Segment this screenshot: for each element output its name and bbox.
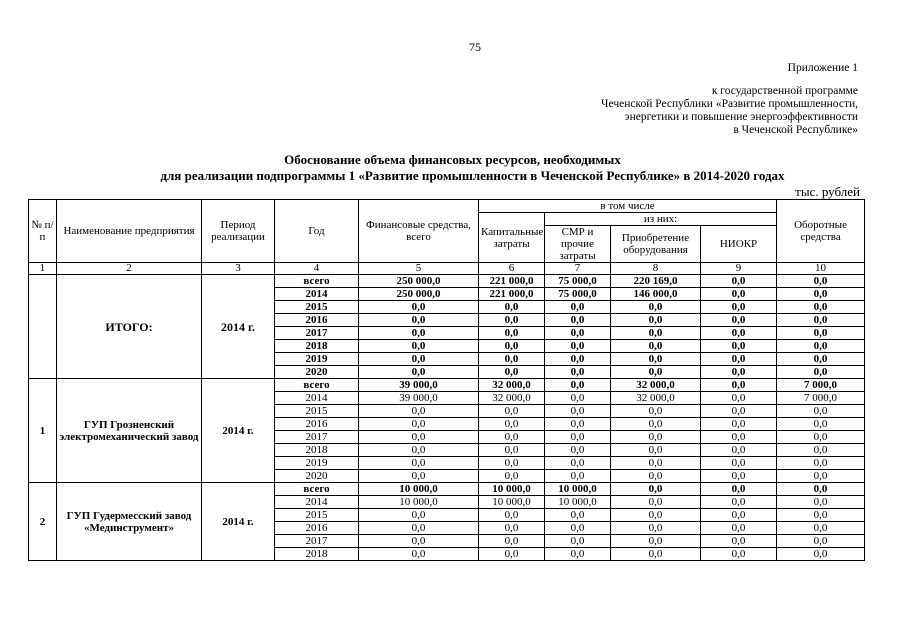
- appendix-title: Приложение 1: [787, 62, 858, 74]
- value-cell: 0,0: [359, 340, 479, 353]
- value-cell: 0,0: [611, 470, 701, 483]
- value-cell: 0,0: [611, 457, 701, 470]
- value-cell: 0,0: [359, 405, 479, 418]
- appendix-line: в Чеченской Республике»: [733, 124, 858, 136]
- value-cell: 0,0: [545, 457, 611, 470]
- value-cell: 0,0: [701, 353, 777, 366]
- period-cell: 2014 г.: [202, 275, 275, 379]
- value-cell: 0,0: [479, 457, 545, 470]
- value-cell: 250 000,0: [359, 288, 479, 301]
- value-cell: 0,0: [479, 444, 545, 457]
- value-cell: 0,0: [611, 509, 701, 522]
- value-cell: 0,0: [777, 470, 865, 483]
- value-cell: 0,0: [611, 314, 701, 327]
- year-cell: 2019: [275, 457, 359, 470]
- year-cell: 2017: [275, 535, 359, 548]
- value-cell: 0,0: [777, 509, 865, 522]
- appendix-line: энергетики и повышение энергоэффективности: [624, 111, 858, 123]
- value-cell: 0,0: [701, 522, 777, 535]
- units-label: тыс. рублей: [795, 184, 860, 199]
- value-cell: 0,0: [611, 405, 701, 418]
- row-number: [29, 275, 57, 379]
- value-cell: 32 000,0: [479, 392, 545, 405]
- col-number: 1: [29, 263, 57, 275]
- value-cell: 0,0: [777, 366, 865, 379]
- year-cell: 2016: [275, 314, 359, 327]
- value-cell: 0,0: [479, 353, 545, 366]
- value-cell: 0,0: [777, 314, 865, 327]
- value-cell: 39 000,0: [359, 379, 479, 392]
- col-number: 3: [202, 263, 275, 275]
- col-number: 2: [57, 263, 202, 275]
- value-cell: 32 000,0: [479, 379, 545, 392]
- col-number: 8: [611, 263, 701, 275]
- value-cell: 0,0: [777, 431, 865, 444]
- value-cell: 0,0: [701, 496, 777, 509]
- year-cell: 2018: [275, 548, 359, 561]
- col-number: 6: [479, 263, 545, 275]
- value-cell: 0,0: [545, 392, 611, 405]
- value-cell: 0,0: [545, 379, 611, 392]
- value-cell: 0,0: [479, 405, 545, 418]
- value-cell: 0,0: [359, 366, 479, 379]
- value-cell: 0,0: [359, 301, 479, 314]
- value-cell: 0,0: [701, 405, 777, 418]
- value-cell: 0,0: [545, 470, 611, 483]
- row-number: 1: [29, 379, 57, 483]
- header-name: Наименование предприятия: [57, 200, 202, 263]
- header-row: [29, 200, 865, 213]
- value-cell: 0,0: [479, 314, 545, 327]
- value-cell: 0,0: [701, 366, 777, 379]
- year-cell: 2020: [275, 470, 359, 483]
- value-cell: 0,0: [777, 405, 865, 418]
- value-cell: 0,0: [777, 327, 865, 340]
- value-cell: 0,0: [359, 444, 479, 457]
- header-capital: Капитальные затраты: [479, 213, 545, 263]
- value-cell: 0,0: [777, 483, 865, 496]
- value-cell: 0,0: [611, 483, 701, 496]
- enterprise-name: ГУП Грозненский электромеханический завод: [57, 379, 202, 483]
- period-cell: 2014 г.: [202, 379, 275, 483]
- value-cell: 0,0: [611, 366, 701, 379]
- year-cell: всего: [275, 483, 359, 496]
- value-cell: 0,0: [479, 470, 545, 483]
- header-of-which: из них:: [545, 213, 777, 226]
- value-cell: 0,0: [611, 340, 701, 353]
- year-cell: 2017: [275, 327, 359, 340]
- value-cell: 0,0: [611, 522, 701, 535]
- value-cell: 0,0: [611, 301, 701, 314]
- value-cell: 0,0: [701, 457, 777, 470]
- value-cell: 0,0: [777, 418, 865, 431]
- title-line-2: для реализации подпрограммы 1 «Развитие промышленности в Чеченской Республике» в 2014-2020 годах: [160, 168, 785, 183]
- value-cell: 10 000,0: [545, 483, 611, 496]
- col-number: 7: [545, 263, 611, 275]
- value-cell: 0,0: [545, 522, 611, 535]
- value-cell: 0,0: [359, 548, 479, 561]
- year-cell: 2019: [275, 353, 359, 366]
- value-cell: 0,0: [777, 288, 865, 301]
- column-numbers-row: [29, 263, 865, 275]
- finance-table: [28, 199, 865, 561]
- header-niokr: НИОКР: [701, 226, 777, 263]
- year-cell: 2015: [275, 301, 359, 314]
- header-incl: в том числе: [479, 200, 777, 213]
- document-title: [0, 152, 905, 184]
- col-number: 5: [359, 263, 479, 275]
- table-row: [29, 483, 865, 496]
- table-body: [29, 200, 865, 561]
- value-cell: 146 000,0: [611, 288, 701, 301]
- header-working: Оборотные средства: [777, 200, 865, 263]
- value-cell: 0,0: [701, 392, 777, 405]
- value-cell: 0,0: [359, 327, 479, 340]
- value-cell: 0,0: [479, 509, 545, 522]
- value-cell: 0,0: [777, 522, 865, 535]
- value-cell: 0,0: [545, 340, 611, 353]
- year-cell: 2016: [275, 522, 359, 535]
- value-cell: 0,0: [777, 340, 865, 353]
- value-cell: 0,0: [545, 366, 611, 379]
- value-cell: 10 000,0: [359, 483, 479, 496]
- value-cell: 0,0: [701, 418, 777, 431]
- value-cell: 7 000,0: [777, 392, 865, 405]
- value-cell: 0,0: [777, 275, 865, 288]
- value-cell: 0,0: [777, 548, 865, 561]
- value-cell: 0,0: [777, 444, 865, 457]
- value-cell: 0,0: [701, 509, 777, 522]
- value-cell: 0,0: [701, 548, 777, 561]
- value-cell: 0,0: [701, 535, 777, 548]
- value-cell: 75 000,0: [545, 288, 611, 301]
- header-year: Год: [275, 200, 359, 263]
- value-cell: 0,0: [545, 535, 611, 548]
- year-cell: всего: [275, 275, 359, 288]
- value-cell: 0,0: [777, 301, 865, 314]
- value-cell: 0,0: [545, 509, 611, 522]
- value-cell: 0,0: [701, 431, 777, 444]
- value-cell: 0,0: [359, 522, 479, 535]
- value-cell: 10 000,0: [479, 496, 545, 509]
- value-cell: 10 000,0: [359, 496, 479, 509]
- value-cell: 0,0: [701, 470, 777, 483]
- value-cell: 39 000,0: [359, 392, 479, 405]
- value-cell: 0,0: [777, 535, 865, 548]
- header-equip: Приобретение оборудования: [611, 226, 701, 263]
- year-cell: 2015: [275, 405, 359, 418]
- value-cell: 0,0: [359, 314, 479, 327]
- value-cell: 0,0: [479, 548, 545, 561]
- col-number: 9: [701, 263, 777, 275]
- value-cell: 0,0: [359, 509, 479, 522]
- value-cell: 0,0: [359, 431, 479, 444]
- value-cell: 0,0: [611, 496, 701, 509]
- value-cell: 0,0: [777, 496, 865, 509]
- value-cell: 0,0: [611, 548, 701, 561]
- value-cell: 0,0: [777, 353, 865, 366]
- value-cell: 0,0: [479, 301, 545, 314]
- value-cell: 0,0: [545, 314, 611, 327]
- value-cell: 221 000,0: [479, 275, 545, 288]
- value-cell: 10 000,0: [545, 496, 611, 509]
- enterprise-name: ГУП Гудермесский завод «Мединструмент»: [57, 483, 202, 561]
- value-cell: 0,0: [545, 431, 611, 444]
- value-cell: 0,0: [545, 418, 611, 431]
- page-number: 75: [469, 40, 481, 54]
- row-number: 2: [29, 483, 57, 561]
- table-row: [29, 275, 865, 288]
- value-cell: 0,0: [479, 340, 545, 353]
- value-cell: 0,0: [777, 457, 865, 470]
- value-cell: 0,0: [545, 301, 611, 314]
- value-cell: 0,0: [701, 340, 777, 353]
- value-cell: 0,0: [545, 353, 611, 366]
- value-cell: 0,0: [701, 314, 777, 327]
- col-number: 10: [777, 263, 865, 275]
- appendix-block: [601, 62, 858, 137]
- value-cell: 0,0: [479, 535, 545, 548]
- value-cell: 7 000,0: [777, 379, 865, 392]
- value-cell: 75 000,0: [545, 275, 611, 288]
- year-cell: 2018: [275, 444, 359, 457]
- value-cell: 0,0: [611, 327, 701, 340]
- value-cell: 32 000,0: [611, 379, 701, 392]
- value-cell: 0,0: [545, 548, 611, 561]
- year-cell: 2014: [275, 288, 359, 301]
- table-row: [29, 379, 865, 392]
- year-cell: 2014: [275, 392, 359, 405]
- title-line-1: Обоснование объема финансовых ресурсов, необходимых: [284, 152, 621, 167]
- appendix-line: Чеченской Республики «Развитие промышленности,: [601, 98, 858, 110]
- appendix-line: к государственной программе: [711, 85, 858, 97]
- value-cell: 0,0: [701, 327, 777, 340]
- value-cell: 0,0: [545, 444, 611, 457]
- value-cell: 0,0: [545, 405, 611, 418]
- header-num: № п/п: [29, 200, 57, 263]
- value-cell: 0,0: [701, 275, 777, 288]
- year-cell: всего: [275, 379, 359, 392]
- value-cell: 10 000,0: [479, 483, 545, 496]
- year-cell: 2018: [275, 340, 359, 353]
- value-cell: 0,0: [611, 353, 701, 366]
- year-cell: 2015: [275, 509, 359, 522]
- value-cell: 0,0: [479, 431, 545, 444]
- header-period: Период реализации: [202, 200, 275, 263]
- value-cell: 221 000,0: [479, 288, 545, 301]
- year-cell: 2017: [275, 431, 359, 444]
- value-cell: 0,0: [479, 522, 545, 535]
- value-cell: 0,0: [701, 483, 777, 496]
- value-cell: 0,0: [701, 301, 777, 314]
- value-cell: 0,0: [359, 470, 479, 483]
- value-cell: 250 000,0: [359, 275, 479, 288]
- value-cell: 0,0: [479, 418, 545, 431]
- value-cell: 0,0: [359, 418, 479, 431]
- value-cell: 0,0: [359, 353, 479, 366]
- year-cell: 2014: [275, 496, 359, 509]
- value-cell: 0,0: [545, 327, 611, 340]
- value-cell: 0,0: [479, 366, 545, 379]
- value-cell: 0,0: [479, 327, 545, 340]
- value-cell: 0,0: [359, 535, 479, 548]
- value-cell: 0,0: [611, 444, 701, 457]
- value-cell: 0,0: [611, 418, 701, 431]
- value-cell: 0,0: [611, 535, 701, 548]
- header-smr: СМР и прочие затраты: [545, 226, 611, 263]
- period-cell: 2014 г.: [202, 483, 275, 561]
- value-cell: 32 000,0: [611, 392, 701, 405]
- value-cell: 0,0: [701, 379, 777, 392]
- col-number: 4: [275, 263, 359, 275]
- year-cell: 2020: [275, 366, 359, 379]
- value-cell: 0,0: [701, 444, 777, 457]
- header-total: Финансовые средства, всего: [359, 200, 479, 263]
- value-cell: 0,0: [701, 288, 777, 301]
- value-cell: 0,0: [359, 457, 479, 470]
- enterprise-name: ИТОГО:: [57, 275, 202, 379]
- value-cell: 220 169,0: [611, 275, 701, 288]
- value-cell: 0,0: [611, 431, 701, 444]
- year-cell: 2016: [275, 418, 359, 431]
